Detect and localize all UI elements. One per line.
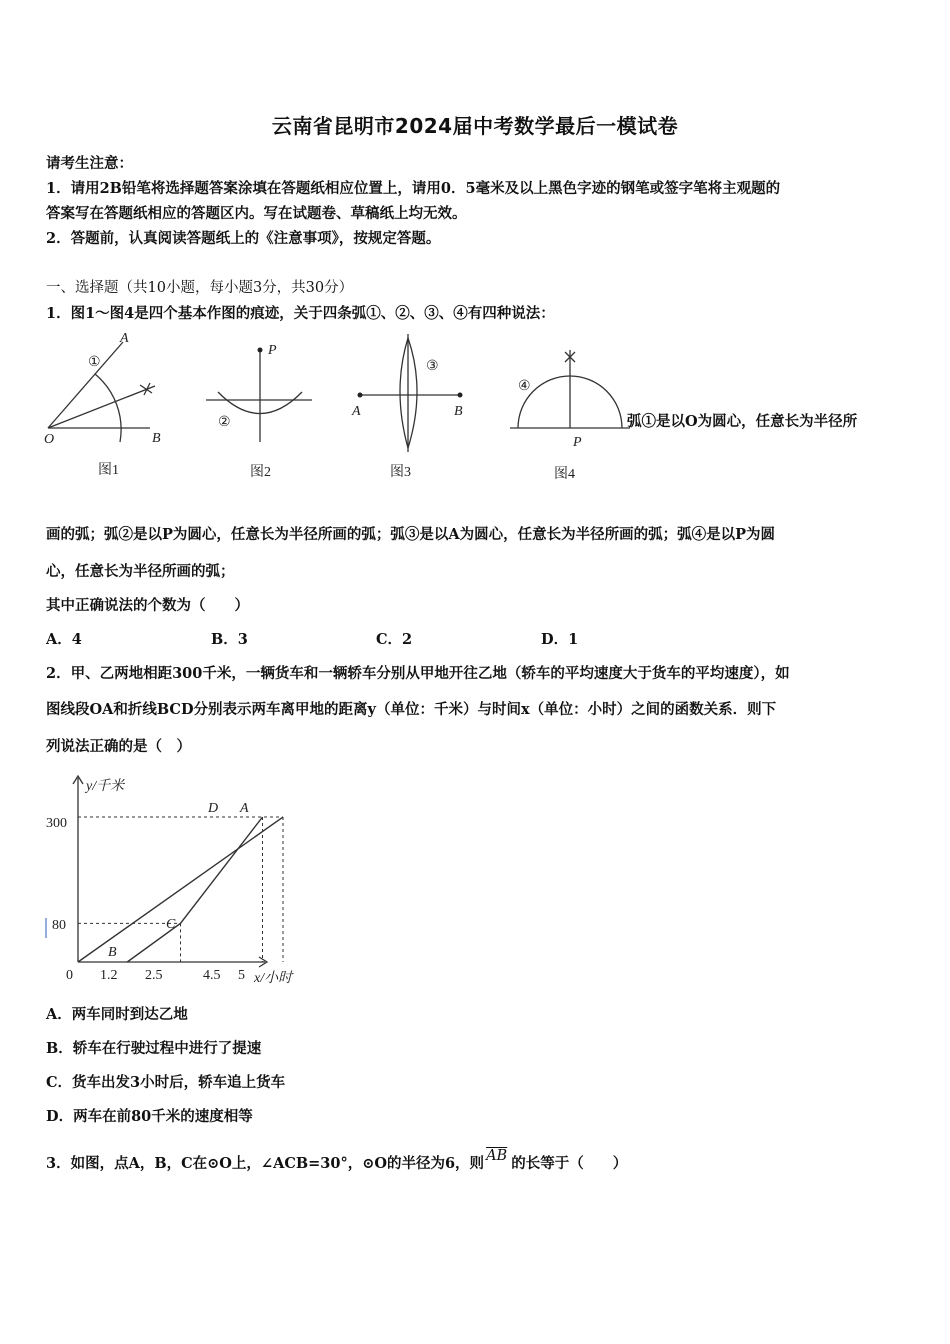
q3-stem-a: 3．如图，点A，B，C在⊙O上，∠ACB=30°，⊙O的半径为6，则: [46, 1155, 485, 1172]
q1-line3: 心，任意长为半径所画的弧；: [46, 563, 235, 580]
fig4-arc-label: ④: [518, 379, 531, 394]
fig3-arc-left: [400, 338, 408, 448]
point-label-a: A: [240, 801, 249, 816]
q3-arc-ab: $\overline{AB}$: [486, 1148, 508, 1164]
fig1-caption: 图1: [98, 463, 119, 478]
fig1-ray-oa: [48, 342, 123, 428]
point-label-d: D: [208, 801, 219, 816]
fig1-label-b: B: [152, 431, 161, 446]
fig2-point-p: [258, 348, 263, 353]
y-axis-label: y/千米: [86, 779, 125, 794]
q2-option-c[interactable]: C．货车出发3小时后，轿车追上货车: [46, 1074, 286, 1091]
x-tick-2-5: 2.5: [145, 968, 163, 983]
q1-ask: 其中正确说法的个数为（ ）: [46, 597, 249, 614]
notice-line1b: 答案写在答题纸相应的答题区内。写在试题卷、草稿纸上均无效。: [46, 205, 467, 222]
q2-line2: 图线段OA和折线BCD分别表示两车离甲地的距离y（单位：千米）与时间x（单位：小时）之间的函数关系．则下: [46, 701, 777, 718]
y-tick-300: 300: [46, 816, 67, 831]
notice-line2: 2．答题前，认真阅读答题纸上的《注意事项》，按规定答题。: [46, 230, 441, 247]
fig2-label-p: P: [268, 343, 277, 358]
q2-line3: 列说法正确的是（ ）: [46, 738, 191, 755]
y-tick-80: 80: [52, 918, 66, 933]
x-tick-1-2: 1.2: [100, 968, 118, 983]
fig3-caption: 图3: [390, 465, 411, 480]
fig3-label-a: A: [352, 404, 361, 419]
fig2-caption: 图2: [250, 465, 271, 480]
fig1-label-a: A: [120, 331, 129, 346]
q3-stem-b: 的长等于（ ）: [511, 1155, 628, 1172]
q2-option-d[interactable]: D．两车在前80千米的速度相等: [46, 1108, 253, 1125]
notice-line1a: 1．请用2B铅笔将选择题答案涂填在答题纸相应位置上，请用0．5毫米及以上黑色字迹的钢笔或签字笔将主观题的: [46, 180, 781, 197]
fig2-arc-label: ②: [218, 415, 231, 430]
fig4-caption: 图4: [554, 467, 575, 482]
q1-stem: 1．图1～图4是四个基本作图的痕迹，关于四条弧①、②、③、④有四种说法：: [46, 305, 555, 322]
q1-figures: [40, 330, 630, 490]
fig1-label-o: O: [44, 432, 55, 447]
notice-heading: 请考生注意：: [46, 155, 133, 172]
section-heading: 一、选择题（共10小题，每小题3分，共30分）: [46, 280, 354, 296]
q2-graph: [40, 770, 320, 990]
q1-option-a[interactable]: A．4: [46, 631, 82, 648]
point-label-c: C: [166, 917, 176, 932]
q2-option-b[interactable]: B．轿车在行驶过程中进行了提速: [46, 1040, 262, 1057]
q1-option-b[interactable]: B．3: [211, 631, 248, 648]
q3-stem: [46, 1148, 628, 1173]
fig1-cross: [140, 383, 152, 395]
q1-option-d[interactable]: D．1: [541, 631, 579, 648]
q1-line2: 画的弧；弧②是以P为圆心，任意长为半径所画的弧；弧③是以A为圆心，任意长为半径所画的弧；弧④是以P为圆: [46, 526, 776, 543]
x-tick-4-5: 4.5: [203, 968, 221, 983]
x-axis-label: x/小时: [254, 971, 293, 986]
fig3-point-a: [358, 393, 363, 398]
series-OA: [78, 817, 283, 962]
x-tick-5: 5: [238, 968, 245, 983]
q2-option-a[interactable]: A．两车同时到达乙地: [46, 1006, 188, 1023]
q2-line1: 2．甲、乙两地相距300千米，一辆货车和一辆轿车分别从甲地开往乙地（轿车的平均速度大于货车的平均速度），如: [46, 665, 790, 682]
fig4-label-p: P: [573, 435, 582, 450]
fig3-arc-right: [408, 338, 417, 448]
fig3-arc-label: ③: [426, 359, 439, 374]
point-label-b: B: [108, 945, 117, 960]
fig1-arc-label: ①: [88, 355, 101, 370]
series-BCD: [127, 817, 262, 962]
fig3-point-b: [458, 393, 463, 398]
fig1-bisector: [48, 386, 155, 428]
q1-side-text: 弧①是以O为圆心，任意长为半径所: [627, 413, 858, 430]
q1-option-c[interactable]: C．2: [376, 631, 413, 648]
page-title: 云南省昆明市2024届中考数学最后一模试卷: [271, 114, 679, 138]
fig3-label-b: B: [454, 404, 463, 419]
x-tick-0: 0: [66, 968, 73, 983]
